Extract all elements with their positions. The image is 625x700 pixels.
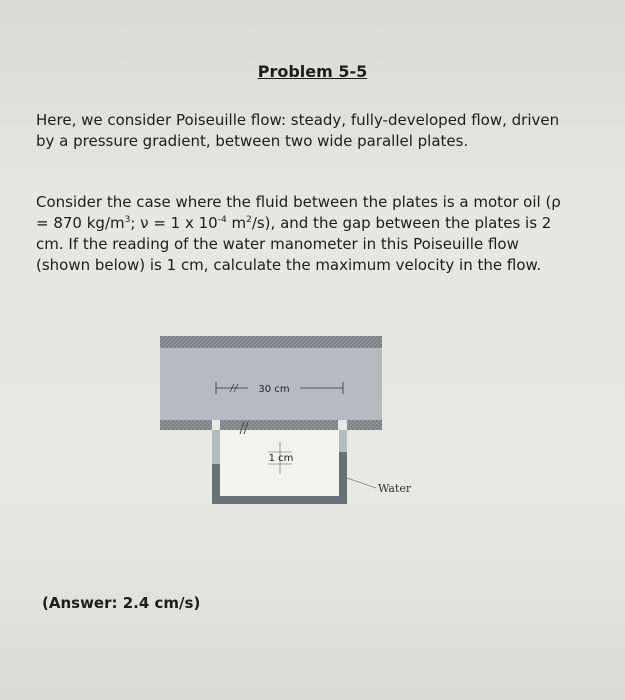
bottom-plate-right <box>347 420 382 430</box>
density-exponent: 3 <box>124 215 131 225</box>
viscosity-exponent: -4 <box>217 215 227 225</box>
water-leader-line <box>347 478 376 488</box>
problem-text-3: m <box>226 214 247 232</box>
intro-paragraph: Here, we consider Poiseuille flow: steady, fully-developed flow, driven by a pressure gradient, between two wide parallel plates. <box>36 111 560 150</box>
problem-text-1: Consider the case where the fluid between the plates is a motor oil (ρ = 870 kg/m <box>36 193 561 232</box>
distance-label: 30 cm <box>258 384 290 395</box>
bottom-plate-left <box>160 420 212 430</box>
problem-paragraph <box>36 192 576 276</box>
right-oil-column <box>339 430 347 452</box>
page-title: Problem 5-5 <box>257 62 368 81</box>
area-exponent: 2 <box>246 215 252 225</box>
water-label: Water <box>378 482 412 495</box>
left-oil-column <box>212 430 220 464</box>
problem-text-2: ; ν = 1 x 10 <box>130 214 218 232</box>
problem-text-4: /s), and the gap between the plates is 2 cm. If the reading of the water manometer in this Poiseuille flow (shown below) is 1 cm, calculate the maximum velocity in the flow. <box>36 214 552 274</box>
bottom-plate-middle <box>220 420 338 430</box>
manometer-figure <box>150 328 450 518</box>
top-plate <box>160 336 382 348</box>
height-label: 1 cm <box>268 453 294 464</box>
manometer-diagram <box>150 328 450 518</box>
answer-text: (Answer: 2.4 cm/s) <box>42 594 201 612</box>
